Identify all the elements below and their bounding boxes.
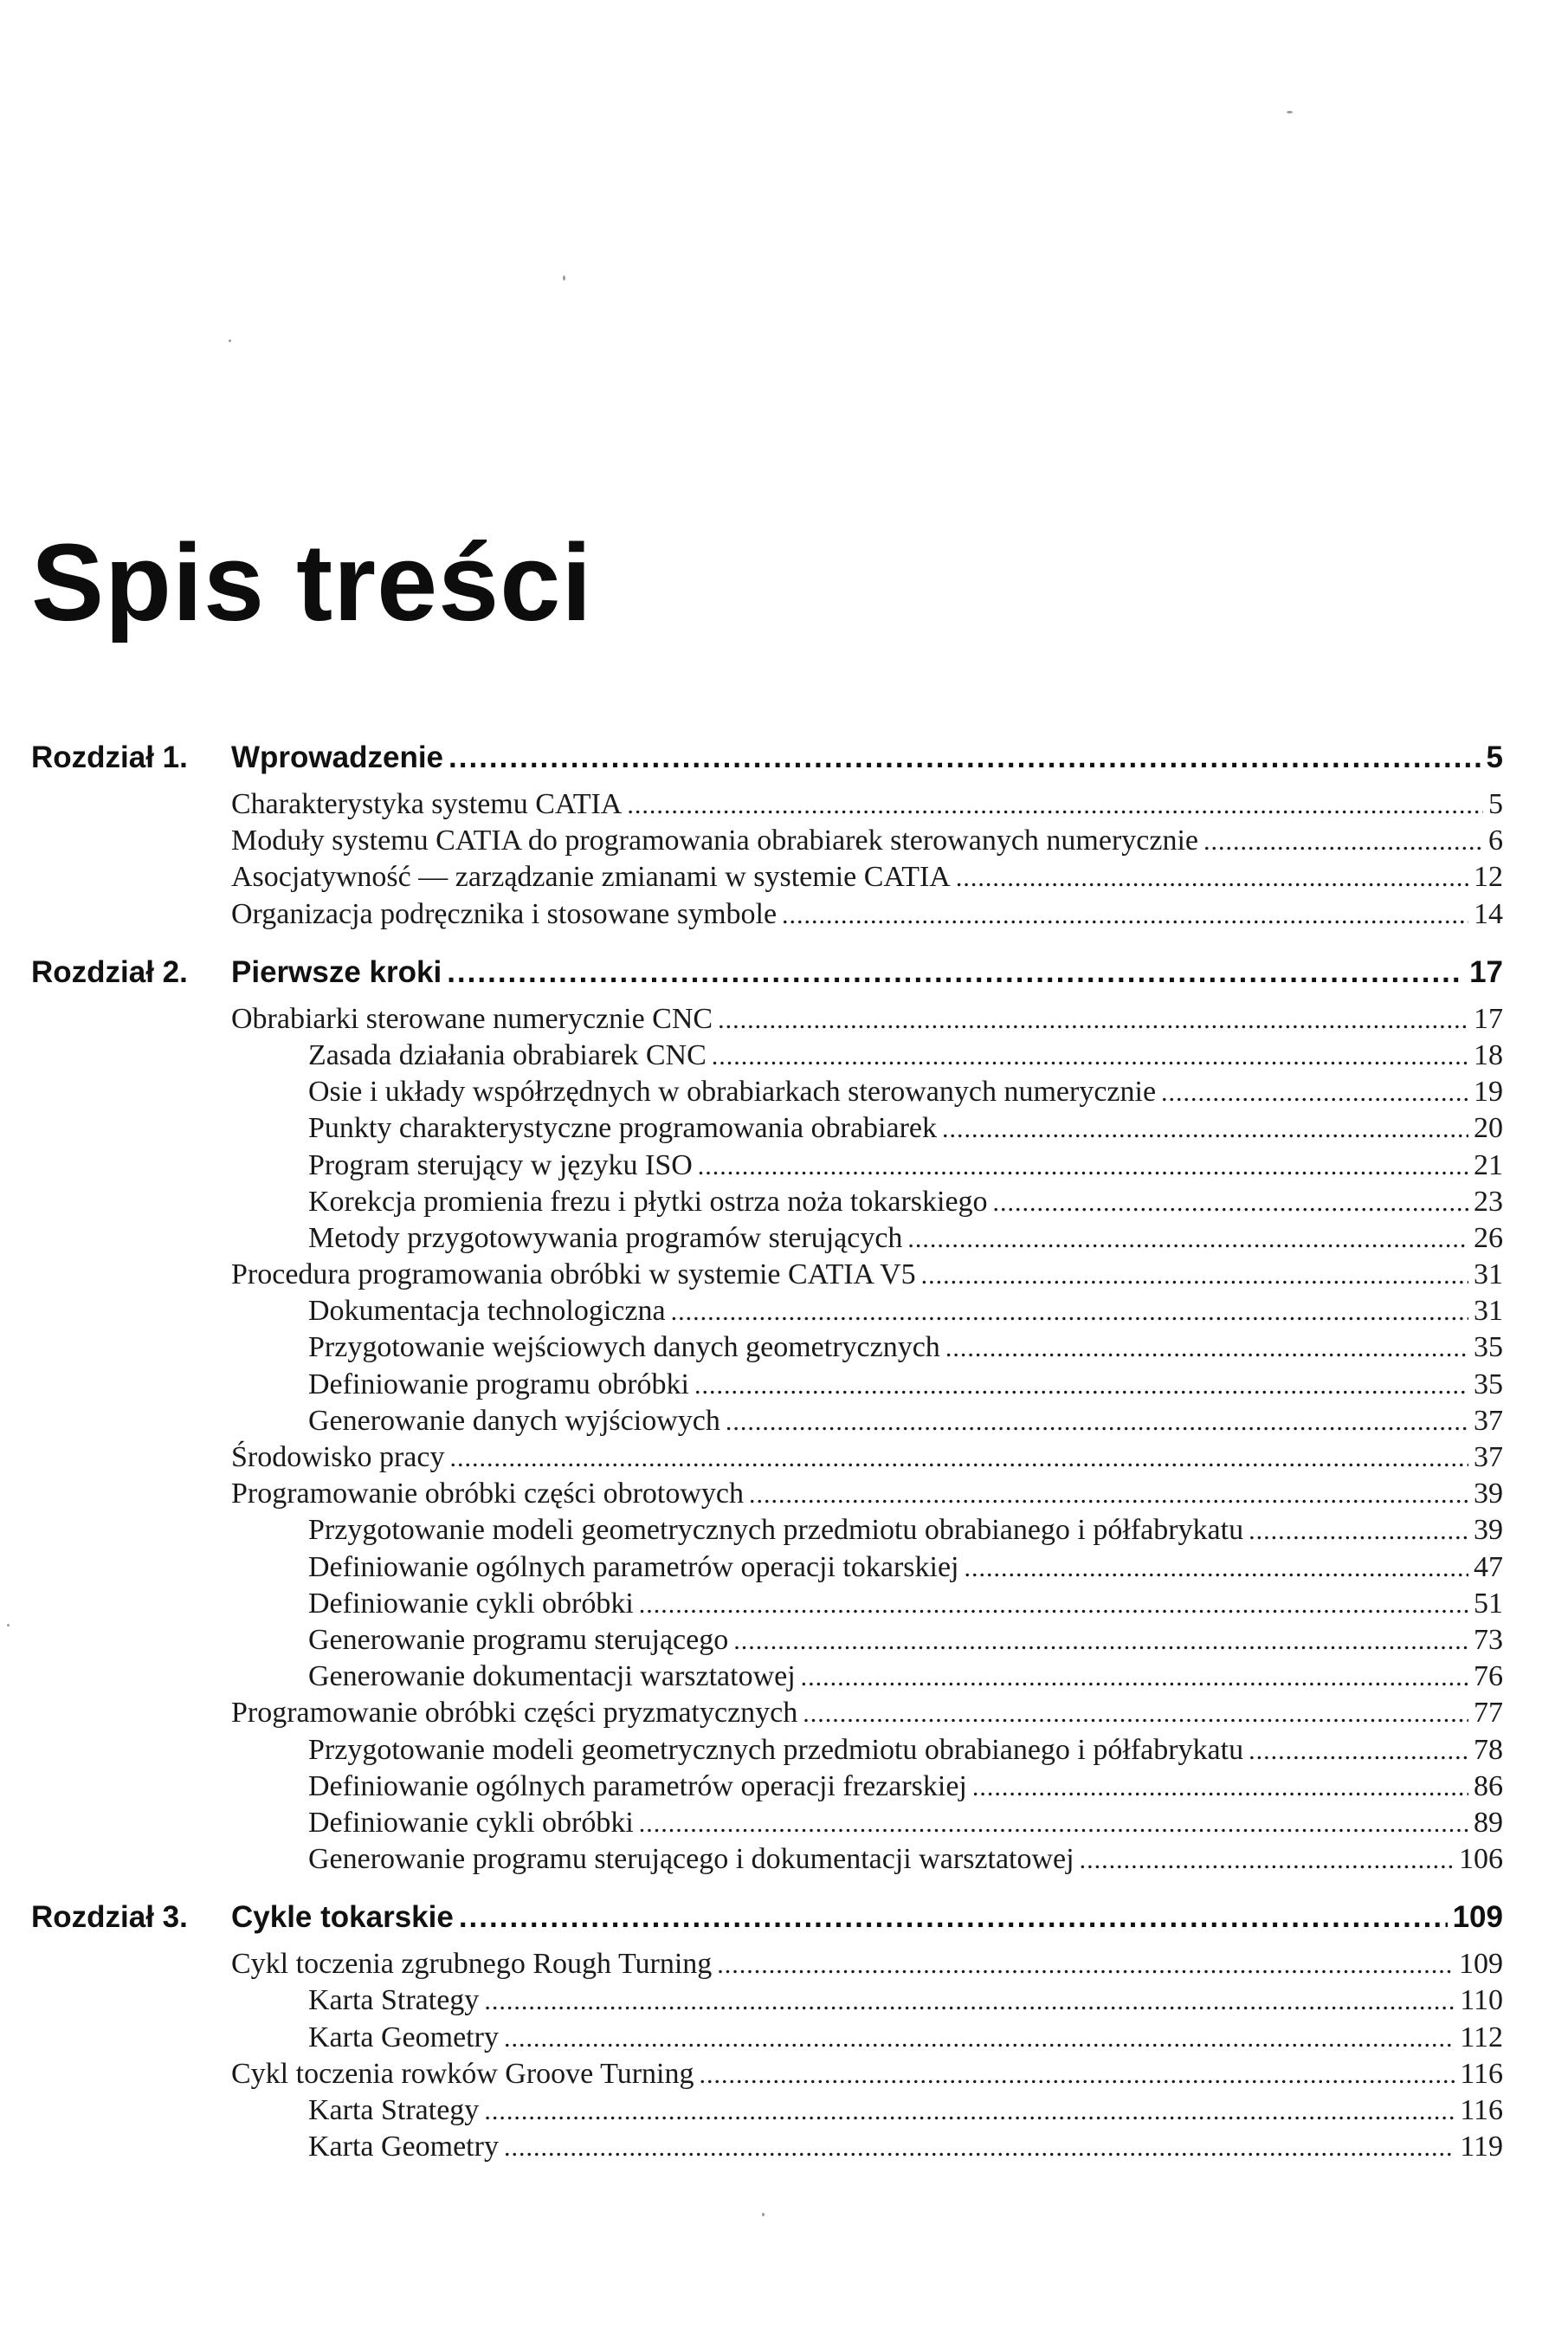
entry-page-number: 21 [1474, 1148, 1503, 1181]
entry-page-number: 37 [1474, 1441, 1503, 1473]
dot-leader [717, 1950, 1454, 1980]
entry-line [308, 1660, 1503, 1693]
entry-line [308, 1984, 1503, 2017]
scan-speck [7, 1624, 10, 1626]
toc-subsection-entry [308, 1734, 1503, 1770]
entry-line [231, 825, 1503, 857]
chapter-page-number: 17 [1469, 954, 1503, 989]
chapter-1 [31, 740, 1503, 934]
entry-line [308, 1843, 1503, 1876]
toc-section-entry [231, 788, 1503, 825]
entry-line [308, 1807, 1503, 1840]
entry-title: Definiowanie ogólnych parametrów operacji frezarskiej [308, 1769, 967, 1802]
entry-page-number: 110 [1460, 1984, 1503, 2017]
entry-page-number: 39 [1474, 1514, 1503, 1547]
chapter-title-line [231, 740, 1503, 775]
scan-speck [229, 340, 231, 342]
entry-line [308, 1222, 1503, 1255]
dot-leader [484, 1987, 1455, 2016]
toc-subsection-entry [308, 1624, 1503, 1660]
toc-subsection-entry [308, 1984, 1503, 2021]
dot-leader [1161, 1078, 1468, 1108]
dot-leader [956, 863, 1468, 893]
dot-leader [907, 1225, 1468, 1254]
dot-leader [718, 1006, 1468, 1035]
entry-page-number: 31 [1474, 1295, 1503, 1328]
entry-title: Procedura programowania obróbki w systemie CATIA V5 [231, 1258, 916, 1291]
chapter-page-number: 109 [1452, 1900, 1503, 1935]
dot-leader [671, 1297, 1468, 1327]
entry-line [308, 1149, 1503, 1182]
entry-page-number: 106 [1459, 1843, 1503, 1876]
entry-title: Generowanie programu sterującego [308, 1623, 729, 1656]
toc-section-entry [231, 861, 1503, 897]
entry-title: Definiowanie cykli obróbki [308, 1587, 634, 1620]
dot-leader [639, 1809, 1468, 1839]
entry-page-number: 109 [1459, 1948, 1503, 1981]
entry-title: Punkty charakterystyczne programowania obrabiarek [308, 1112, 937, 1145]
chapter-title-line [231, 955, 1503, 990]
entry-page-number: 5 [1488, 788, 1503, 820]
entry-line [231, 1441, 1503, 1474]
toc-subsection-entry [308, 1843, 1503, 1879]
toc-section-entry [231, 1258, 1503, 1295]
toc-section-entry [231, 1441, 1503, 1478]
entry-page-number: 116 [1460, 2057, 1503, 2090]
dot-leader [921, 1261, 1468, 1290]
entry-page-number: 12 [1474, 861, 1503, 894]
entry-page-number: 17 [1474, 1002, 1503, 1035]
toc-subsection-entry [308, 1514, 1503, 1550]
dot-leader [447, 955, 1464, 990]
dot-leader [700, 2060, 1455, 2090]
chapter-2 [31, 955, 1503, 1880]
entry-page-number: 39 [1474, 1478, 1503, 1510]
entry-title: Generowanie programu sterującego i dokumentacji warsztatowej [308, 1843, 1074, 1876]
entry-page-number: 14 [1474, 897, 1503, 930]
entry-title: Przygotowanie modeli geometrycznych przedmiotu obrabianego i półfabrykatu [308, 1733, 1244, 1766]
dot-leader [504, 2133, 1455, 2163]
entry-line [308, 1588, 1503, 1620]
entry-line [308, 1624, 1503, 1657]
entry-line [231, 2058, 1503, 2091]
chapter-heading [31, 955, 1503, 1003]
scan-speck [762, 2213, 765, 2216]
dot-leader [448, 740, 1481, 775]
entry-page-number: 37 [1474, 1404, 1503, 1437]
toc-subsection-entry [308, 1551, 1503, 1588]
entry-page-number: 31 [1474, 1258, 1503, 1291]
entry-line [308, 1186, 1503, 1219]
chapter-title-line [231, 1900, 1503, 1935]
entry-title: Karta Geometry [308, 2021, 499, 2053]
entry-page-number: 76 [1474, 1660, 1503, 1693]
toc-subsection-entry [308, 2094, 1503, 2131]
chapter-page-number: 5 [1486, 740, 1503, 774]
entry-title: Metody przygotowywania programów sterujących [308, 1221, 903, 1254]
toc-section-entry [231, 825, 1503, 861]
entry-line [231, 1948, 1503, 1981]
entry-page-number: 47 [1474, 1550, 1503, 1583]
entry-title: Cykl toczenia rowków Groove Turning [231, 2057, 694, 2090]
chapter-3 [31, 1900, 1503, 2167]
entry-page-number: 51 [1474, 1587, 1503, 1620]
entry-line [308, 1514, 1503, 1547]
entry-title: Definiowanie ogólnych parametrów operacji tokarskiej [308, 1550, 959, 1583]
entry-title: Karta Strategy [308, 2094, 480, 2126]
chapter-title: Wprowadzenie [231, 740, 444, 774]
entry-page-number: 119 [1460, 2131, 1503, 2163]
entry-title: Osie i układy współrzędnych w obrabiarkach sterowanych numerycznie [308, 1076, 1157, 1109]
entry-title: Organizacja podręcznika i stosowane symbole [231, 897, 778, 930]
toc-subsection-entry [308, 1295, 1503, 1331]
toc-subsection-entry [308, 2131, 1503, 2167]
dot-leader [1249, 1736, 1468, 1766]
entry-title: Program sterujący w języku ISO [308, 1148, 693, 1181]
toc-section-entry [231, 1478, 1503, 1514]
dot-leader [733, 1626, 1468, 1656]
chapter-label: Rozdział 3. [31, 1900, 188, 1935]
dot-leader [801, 1663, 1468, 1692]
toc-subsection-entry [308, 1076, 1503, 1112]
entry-page-number: 18 [1474, 1038, 1503, 1071]
dot-leader [993, 1188, 1468, 1218]
chapter-label: Rozdział 1. [31, 740, 188, 774]
dot-leader [749, 1480, 1468, 1510]
entry-title: Obrabiarki sterowane numerycznie CNC [231, 1002, 713, 1035]
toc-subsection-entry [308, 1807, 1503, 1843]
chapter-label: Rozdział 2. [31, 954, 188, 989]
entry-line [308, 1076, 1503, 1109]
chapter-heading [31, 740, 1503, 788]
entry-title: Definiowanie programu obróbki [308, 1368, 689, 1400]
entry-title: Definiowanie cykli obróbki [308, 1806, 634, 1839]
entry-page-number: 77 [1474, 1697, 1503, 1730]
toc-subsection-entry [308, 2021, 1503, 2058]
dot-leader [459, 1900, 1448, 1935]
entry-page-number: 20 [1474, 1112, 1503, 1145]
entry-line [308, 2021, 1503, 2054]
entry-page-number: 19 [1474, 1076, 1503, 1109]
dot-leader [1203, 827, 1483, 857]
toc-subsection-entry [308, 1405, 1503, 1441]
dot-leader [504, 2024, 1455, 2053]
toc-subsection-entry [308, 1660, 1503, 1697]
chapter-title: Cykle tokarskie [231, 1900, 454, 1935]
dot-leader [972, 1773, 1468, 1802]
dot-leader [945, 1334, 1468, 1363]
toc-section-entry [231, 1948, 1503, 1984]
dot-leader [698, 1152, 1468, 1181]
entry-page-number: 23 [1474, 1185, 1503, 1218]
entry-page-number: 35 [1474, 1368, 1503, 1400]
entry-line [308, 1368, 1503, 1401]
toc-subsection-entry [308, 1331, 1503, 1368]
entry-title: Przygotowanie wejściowych danych geometrycznych [308, 1331, 940, 1364]
table-of-contents [31, 740, 1503, 2188]
entry-line [231, 861, 1503, 894]
entry-page-number: 89 [1474, 1806, 1503, 1839]
toc-section-entry [231, 2058, 1503, 2094]
dot-leader [1080, 1846, 1454, 1875]
chapter-title: Pierwsze kroki [231, 954, 442, 989]
dot-leader [803, 1699, 1468, 1729]
entry-page-number: 78 [1474, 1733, 1503, 1766]
entry-line [308, 1734, 1503, 1767]
scan-speck [563, 275, 565, 281]
toc-subsection-entry [308, 1222, 1503, 1258]
dot-leader [942, 1115, 1468, 1144]
entry-line [231, 1003, 1503, 1036]
entry-title: Karta Geometry [308, 2131, 499, 2163]
entry-page-number: 86 [1474, 1769, 1503, 1802]
entry-line [308, 1405, 1503, 1438]
entry-line [231, 1478, 1503, 1510]
toc-subsection-entry [308, 1039, 1503, 1076]
entry-page-number: 112 [1460, 2021, 1503, 2053]
entry-page-number: 73 [1474, 1623, 1503, 1656]
entry-page-number: 35 [1474, 1331, 1503, 1364]
entry-line [308, 1295, 1503, 1328]
toc-section-entry [231, 898, 1503, 934]
dot-leader [712, 1042, 1468, 1071]
entry-page-number: 6 [1488, 825, 1503, 857]
entry-line [308, 1331, 1503, 1364]
toc-subsection-entry [308, 1770, 1503, 1807]
toc-subsection-entry [308, 1186, 1503, 1222]
entry-title: Zasada działania obrabiarek CNC [308, 1038, 707, 1071]
toc-section-entry [231, 1697, 1503, 1733]
entry-title: Asocjatywność — zarządzanie zmianami w systemie CATIA [231, 861, 951, 894]
entry-title: Generowanie dokumentacji warsztatowej [308, 1660, 796, 1693]
entry-title: Programowanie obróbki części pryzmatycznych [231, 1697, 798, 1730]
chapter-heading [31, 1900, 1503, 1948]
entry-title: Cykl toczenia zgrubnego Rough Turning [231, 1948, 713, 1981]
entry-title: Karta Strategy [308, 1984, 480, 2017]
dot-leader [782, 901, 1468, 930]
entry-line [308, 1551, 1503, 1584]
dot-leader [627, 791, 1483, 820]
dot-leader [726, 1407, 1468, 1437]
entry-line [308, 2094, 1503, 2127]
toc-subsection-entry [308, 1368, 1503, 1405]
dot-leader [694, 1371, 1468, 1400]
entry-title: Korekcja promienia frezu i płytki ostrza noża tokarskiego [308, 1185, 988, 1218]
entry-title: Moduły systemu CATIA do programowania obrabiarek sterowanych numerycznie [231, 825, 1198, 857]
toc-section-entry [231, 1003, 1503, 1039]
entry-title: Dokumentacja technologiczna [308, 1295, 666, 1328]
entry-line [231, 1258, 1503, 1291]
entry-line [308, 1039, 1503, 1072]
dot-leader [449, 1444, 1468, 1473]
entry-page-number: 116 [1460, 2094, 1503, 2126]
scan-speck [1287, 111, 1293, 113]
entry-line [231, 1697, 1503, 1730]
toc-subsection-entry [308, 1112, 1503, 1148]
dot-leader [1249, 1516, 1468, 1546]
dot-leader [965, 1554, 1468, 1583]
entry-line [308, 2131, 1503, 2163]
dot-leader [639, 1590, 1468, 1620]
page-title: Spis treści [31, 521, 593, 643]
entry-line [308, 1770, 1503, 1803]
entry-line [231, 788, 1503, 821]
dot-leader [484, 2097, 1455, 2126]
toc-subsection-entry [308, 1588, 1503, 1624]
entry-page-number: 26 [1474, 1221, 1503, 1254]
entry-line [231, 898, 1503, 931]
entry-title: Generowanie danych wyjściowych [308, 1404, 720, 1437]
toc-subsection-entry [308, 1149, 1503, 1186]
entry-title: Charakterystyka systemu CATIA [231, 788, 623, 820]
entry-title: Przygotowanie modeli geometrycznych przedmiotu obrabianego i półfabrykatu [308, 1514, 1244, 1547]
entry-title: Programowanie obróbki części obrotowych [231, 1478, 744, 1510]
entry-title: Środowisko pracy [231, 1441, 445, 1473]
entry-line [308, 1112, 1503, 1145]
